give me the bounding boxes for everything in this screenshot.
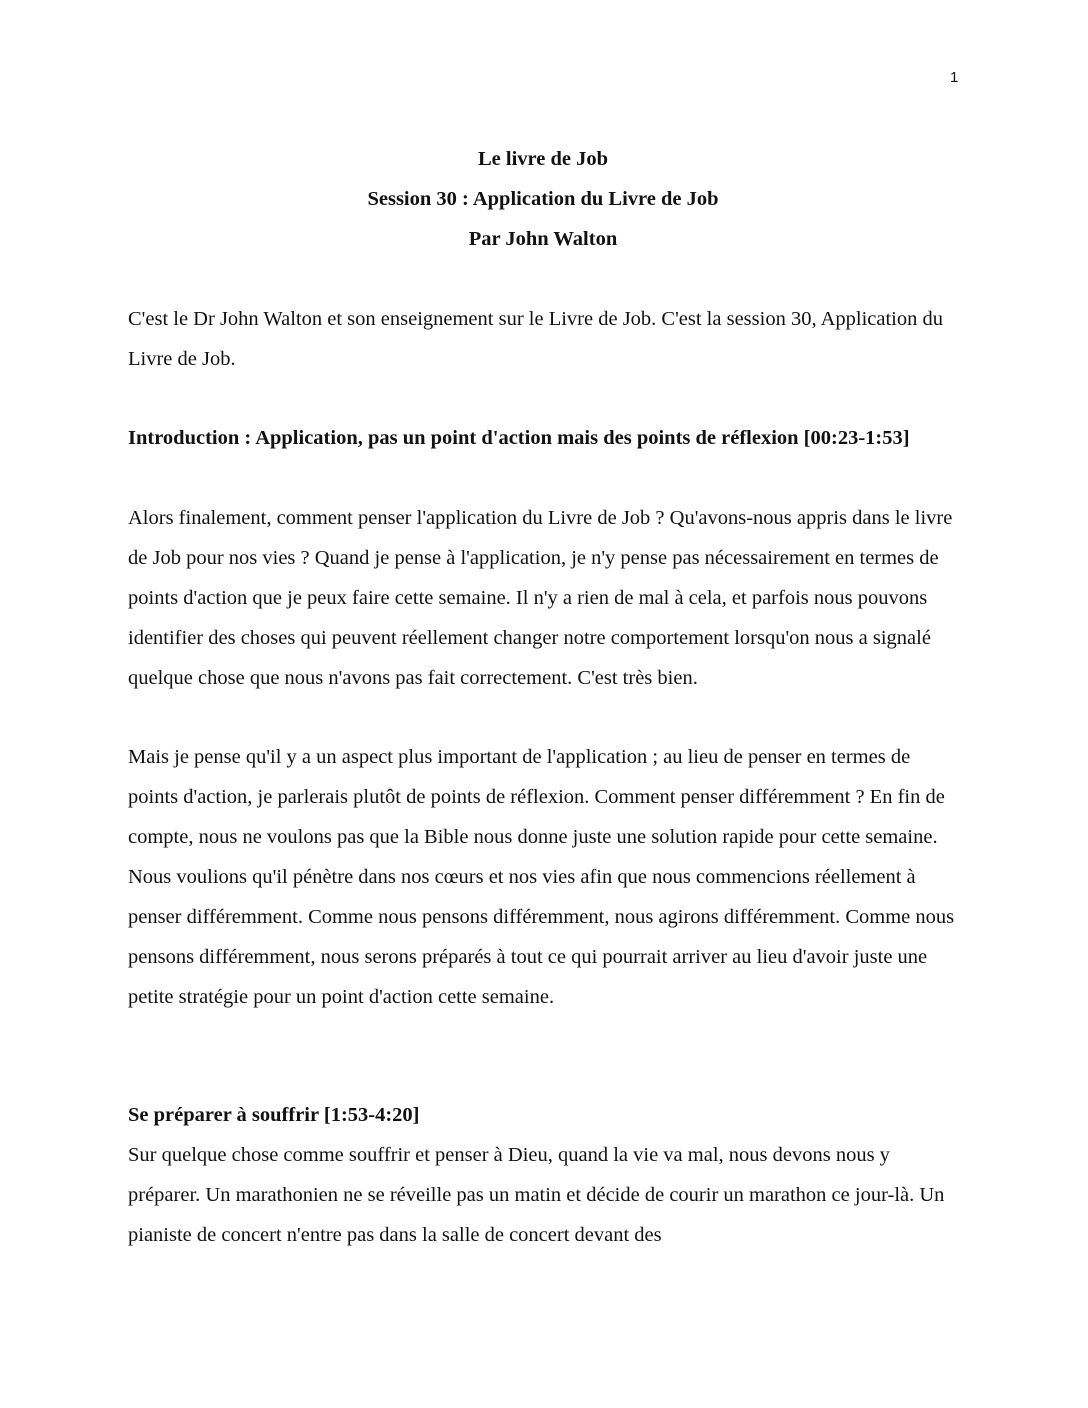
section-paragraph: Mais je pense qu'il y a un aspect plus important de l'application ; au lieu de penser en termes de points d'action, je parlerais plutôt de points de réflexion. Comment penser différemment ? En fin de compte, nous ne voulons pas que la Bible nous donne juste une solution rapide pour cette semaine. Nous voulions qu'il pénètre dans nos cœurs et nos vies afin que nous commencions réellement à penser différemment. Comme nous pensons différemment, nous agirons différemment. Comme nous pensons différemment, nous serons préparés à tout ce qui pourrait arriver au lieu d'avoir juste une petite stratégie pour un point d'action cette semaine.: [128, 746, 955, 1008]
title-session: Session 30 : Application du Livre de Job: [367, 188, 719, 210]
section-heading-introduction: Introduction : Application, pas un point d'action mais des points de réflexion [00:23-1:53]: [128, 427, 910, 449]
intro-paragraph: C'est le Dr John Walton et son enseignement sur le Livre de Job. C'est la session 30, Application du Livre de Job.: [128, 308, 943, 370]
page-number: 1: [950, 69, 959, 86]
title-author: Par John Walton: [468, 228, 618, 250]
document-title-block: [128, 139, 958, 259]
section-heading-prepare-suffering: Se préparer à souffrir [1:53-4:20]: [128, 1104, 420, 1126]
title-book: Le livre de Job: [477, 148, 609, 170]
section-paragraph: Alors finalement, comment penser l'application du Livre de Job ? Qu'avons-nous appris dans le livre de Job pour nos vies ? Quand je pense à l'application, je n'y pense pas nécessairement en termes de points d'action que je peux faire cette semaine. Il n'y a rien de mal à cela, et parfois nous pouvons identifier des choses qui peuvent réellement changer notre comportement lorsqu'on nous a signalé quelque chose que nous n'avons pas fait correctement. C'est très bien.: [128, 507, 953, 689]
section-paragraph: Sur quelque chose comme souffrir et penser à Dieu, quand la vie va mal, nous devons nous y préparer. Un marathonien ne se réveille pas un matin et décide de courir un marathon ce jour-là. Un pianiste de concert n'entre pas dans la salle de concert devant des: [128, 1144, 945, 1246]
